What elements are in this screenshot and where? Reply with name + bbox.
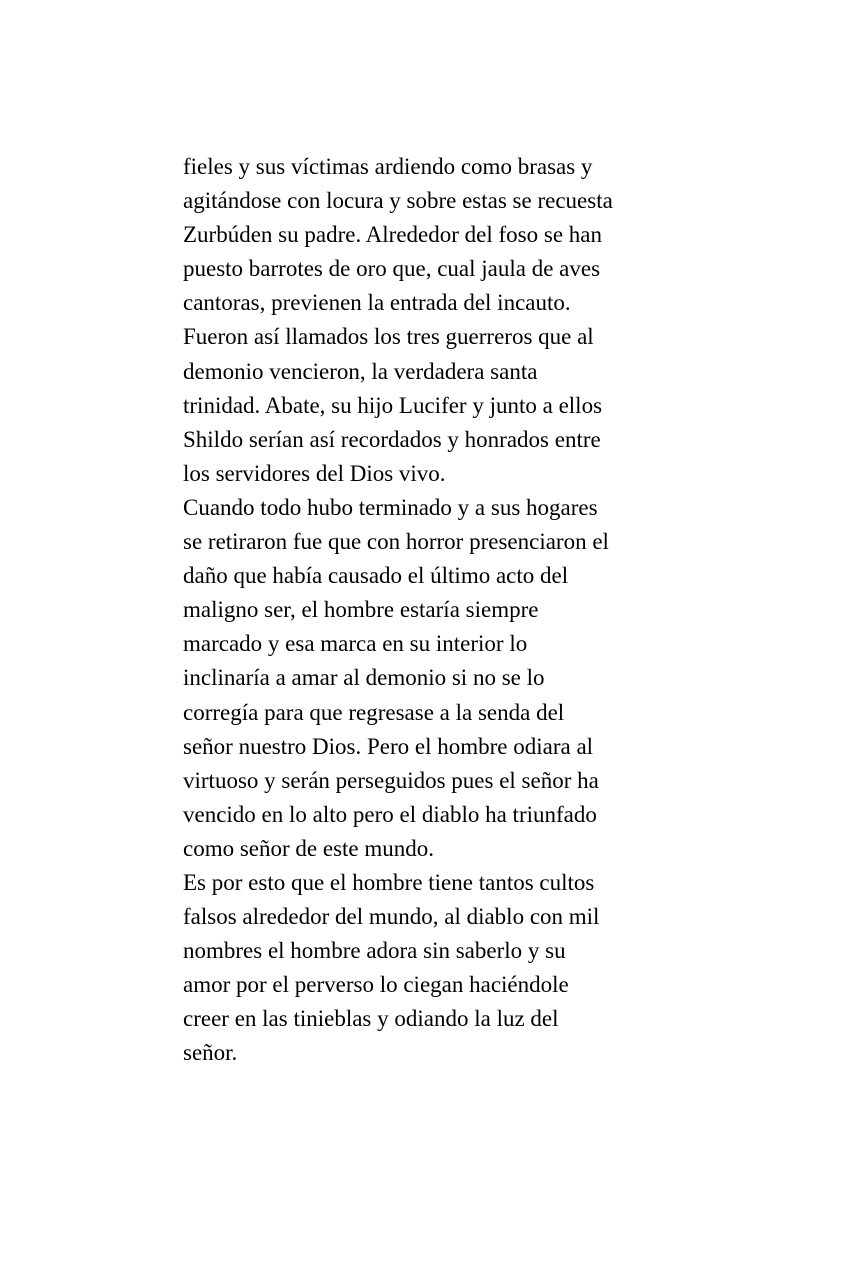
text-line: Cuando todo hubo terminado y a sus hogares xyxy=(183,494,598,520)
text-line: puesto barrotes de oro que, cual jaula de aves xyxy=(183,256,601,282)
text-line: fieles y sus víctimas ardiendo como brasas y xyxy=(183,154,593,179)
text-line: daño que había causado el último acto del xyxy=(183,563,569,589)
text-line: Es por esto que el hombre tiene tantos cultos xyxy=(183,869,595,895)
text-line: corregía para que regresase a la senda del xyxy=(183,699,565,725)
text-line: demonio vencieron, la verdadera santa xyxy=(183,358,538,384)
text-line: nombres el hombre adora sin saberlo y su xyxy=(183,938,566,964)
text-line: Shildo serían así recordados y honrados entre xyxy=(183,426,601,452)
text-line: agitándose con locura y sobre estas se recuesta xyxy=(183,188,613,214)
text-line: amor por el perverso lo ciegan haciéndole xyxy=(183,972,569,998)
text-line: cantoras, previenen la entrada del incauto. xyxy=(183,290,571,316)
text-line: vencido en lo alto pero el diablo ha triunfado xyxy=(183,801,597,827)
text-line: se retiraron fue que con horror presenciaron el xyxy=(183,529,609,555)
text-line: maligno ser, el hombre estaría siempre xyxy=(183,597,539,623)
text-line: virtuoso y serán perseguidos pues el señor ha xyxy=(183,767,599,793)
text-line: señor nuestro Dios. Pero el hombre odiara al xyxy=(183,733,594,759)
body-text xyxy=(183,150,683,1071)
text-line: creer en las tinieblas y odiando la luz del xyxy=(183,1006,559,1032)
text-line: Zurbúden su padre. Alrededor del foso se han xyxy=(183,222,602,248)
text-line: como señor de este mundo. xyxy=(183,835,435,861)
text-line: trinidad. Abate, su hijo Lucifer y junto a ellos xyxy=(183,392,603,418)
text-line: falsos alrededor del mundo, al diablo con mil xyxy=(183,904,600,930)
text-line: marcado y esa marca en su interior lo xyxy=(183,631,528,657)
text-line: Fueron así llamados los tres guerreros que al xyxy=(183,324,594,350)
text-line: señor. xyxy=(183,1040,238,1066)
text-line: los servidores del Dios vivo. xyxy=(183,460,446,486)
text-line: inclinaría a amar al demonio si no se lo xyxy=(183,665,545,691)
